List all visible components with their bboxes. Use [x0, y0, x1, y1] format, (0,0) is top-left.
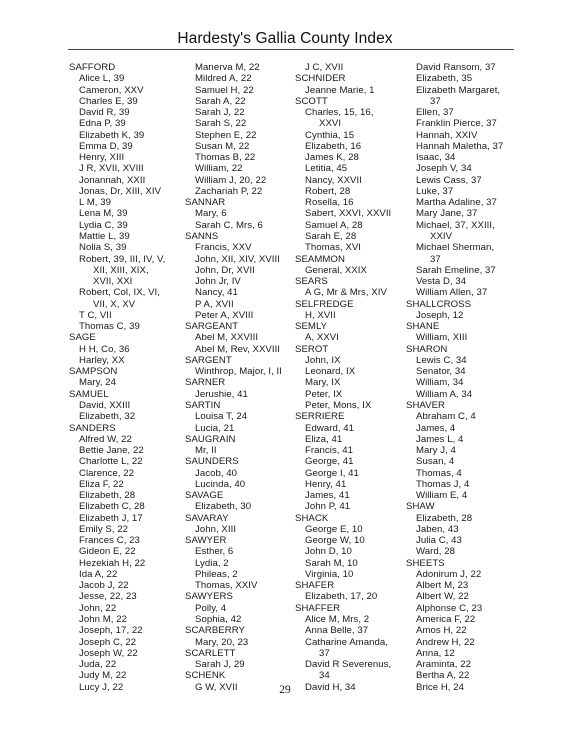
index-entry: James L, 4 [416, 433, 464, 445]
index-entry: Jonas, Dr, XIII, XIV [79, 185, 162, 197]
index-entry: Elizabeth, 35 [416, 73, 473, 85]
index-entry: Cameron, XXV [79, 84, 144, 96]
page-number: 29 [279, 684, 291, 696]
index-entry-continuation: 37 [430, 95, 441, 107]
index-entry: Michael, 37, XXIII, [416, 219, 495, 231]
index-entry: Hannah Maletha, 37 [416, 140, 504, 152]
index-surname-heading: SANNS [185, 230, 219, 242]
index-surname-heading: SHACK [295, 512, 329, 524]
index-entry: Lydia, 2 [195, 557, 229, 569]
index-entry: William Allen, 37 [416, 287, 488, 299]
index-entry: Stephen E, 22 [195, 129, 257, 141]
index-entry: Emily S, 22 [79, 523, 129, 535]
index-surname-heading: SAFFORD [69, 62, 116, 73]
index-entry: Luke, 37 [416, 185, 454, 197]
index-entry: Esther, 6 [195, 546, 234, 558]
index-entry: Araminta, 22 [416, 659, 471, 671]
index-entry: Thomas, 4 [416, 467, 462, 479]
index-surname-heading: SCHENK [185, 670, 226, 682]
index-surname-heading: SAMPSON [69, 366, 118, 378]
index-entry: Michael Sherman, [416, 242, 495, 254]
index-entry: Mr, II [195, 445, 217, 457]
index-entry-continuation: XXIV [430, 230, 453, 242]
index-entry: Susan, 4 [416, 456, 455, 468]
index-entry: Francis, 41 [305, 445, 354, 457]
index-entry: Jerushie, 41 [195, 388, 248, 400]
index-entry: Alice M, Mrs, 2 [305, 614, 370, 626]
index-entry: P A, XVII [195, 298, 234, 310]
index-surname-heading: SHAFER [295, 580, 335, 592]
index-entry: Robert, 39, III, IV, V, [79, 253, 166, 265]
index-entry: Nancy, XXVII [305, 174, 362, 186]
index-entry: Albert W, 22 [416, 591, 469, 603]
index-entry: Adonirum J, 22 [416, 568, 482, 580]
index-entry: Andrew H, 22 [416, 636, 475, 648]
index-entry: Lucia, 21 [195, 422, 235, 434]
index-entry: Sophia, 42 [195, 614, 242, 626]
index-entry: A, XXVI [305, 332, 339, 344]
index-entry: G W, XVII [195, 681, 238, 693]
index-entry: Lena M, 39 [79, 208, 128, 220]
index-surname-heading: SAUNDERS [185, 456, 239, 468]
index-entry: Winthrop, Major, I, II [195, 366, 282, 378]
index-entry: Vesta D, 34 [416, 276, 467, 288]
index-surname-heading: SEARS [295, 276, 328, 288]
index-entry: Charlotte L, 22 [79, 456, 143, 468]
index-entry: Jesse, 22, 23 [79, 591, 137, 603]
index-entry: Alfred W, 22 [79, 433, 132, 445]
index-surname-heading: SAVARAY [185, 512, 229, 524]
index-entry: John, XII, XIV, XVIII [195, 253, 280, 265]
index-entry: James K, 28 [305, 152, 359, 164]
index-entry: Sarah E, 28 [305, 230, 357, 242]
index-entry: Charles E, 39 [79, 95, 138, 107]
index-entry: William A, 34 [416, 388, 473, 400]
index-entry: George W, 10 [305, 535, 365, 547]
index-entry: John M, 22 [79, 614, 127, 626]
index-entry: David H, 34 [305, 681, 356, 693]
index-entry: Joseph, 12 [416, 309, 464, 321]
index-entry: Anna, 12 [416, 647, 455, 659]
index-entry: Joseph W, 22 [79, 647, 138, 659]
index-entry: Sarah J, 29 [195, 659, 245, 671]
index-entry: Leonard, IX [305, 366, 356, 378]
index-entry: Emma D, 39 [79, 140, 133, 152]
index-surname-heading: SEROT [295, 343, 329, 355]
index-surname-heading: SCOTT [295, 95, 328, 107]
index-entry: John, 22 [79, 602, 117, 614]
index-entry: Thomas, XXIV [195, 580, 258, 592]
index-surname-heading: SARGEANT [185, 321, 239, 333]
index-entry-continuation: XII, XIII, XIX, [93, 264, 149, 276]
index-column-1 [69, 62, 165, 693]
index-surname-heading: SAWYERS [185, 591, 233, 603]
index-entry: Lewis C, 34 [416, 354, 467, 366]
index-entry: William J, 20, 22 [195, 174, 267, 186]
index-entry: Sarah S, 22 [195, 118, 247, 130]
index-entry: Jaben, 43 [416, 523, 459, 535]
index-surname-heading: SAUGRAIN [185, 433, 236, 445]
index-surname-heading: SARNER [185, 377, 226, 389]
index-entry: George, 41 [305, 456, 354, 468]
index-entry: Henry, 41 [305, 478, 347, 490]
index-entry: John P, 41 [305, 501, 351, 513]
index-entry: Lewis Cass, 37 [416, 174, 482, 186]
index-entry: Jacob J, 22 [79, 580, 129, 592]
index-surname-heading: SCHNIDER [295, 73, 346, 85]
index-surname-heading: SHALLCROSS [406, 298, 472, 310]
index-entry: Gideon E, 22 [79, 546, 136, 558]
index-entry: Amos H, 22 [416, 625, 467, 637]
index-entry: Senator, 34 [416, 366, 466, 378]
index-entry: Eliza, 41 [305, 433, 343, 445]
index-entry: Rosella, 16 [305, 197, 354, 209]
index-entry: Abel M, XXVIII [195, 332, 259, 344]
index-entry: A G, Mr & Mrs, XIV [305, 287, 387, 299]
index-surname-heading: SAVAGE [185, 490, 224, 502]
index-entry: Joseph V, 34 [416, 163, 472, 175]
index-entry: Francis, XXV [195, 242, 252, 254]
index-entry: H H, Co, 36 [79, 343, 130, 355]
index-entry: Elizabeth K, 39 [79, 129, 145, 141]
index-surname-heading: SCARBERRY [185, 625, 245, 637]
index-entry: William, 22 [195, 163, 243, 175]
index-entry: Julia C, 43 [416, 535, 462, 547]
index-entry: Catharine Amanda, [305, 636, 388, 648]
index-entry: David Ransom, 37 [416, 62, 496, 73]
index-entry: Alphonse C, 23 [416, 602, 483, 614]
index-entry: Mattie L, 39 [79, 230, 130, 242]
index-entry-continuation: VII, X, XV [93, 298, 136, 310]
index-entry: Edna P, 39 [79, 118, 126, 130]
index-entry: Bettie Jane, 22 [79, 445, 144, 457]
index-entry: Elizabeth, 17, 20 [305, 591, 378, 603]
index-entry: Elizabeth, 32 [79, 411, 136, 423]
index-entry: Polly, 4 [195, 602, 227, 614]
index-surname-heading: SEMLY [295, 321, 328, 333]
index-entry: Henry, XIII [79, 152, 125, 164]
index-entry: John D, 10 [305, 546, 352, 558]
index-entry: Mary, 24 [79, 377, 117, 389]
index-surname-heading: SERRIERE [295, 411, 345, 423]
index-entry: Frances C, 23 [79, 535, 140, 547]
index-entry: Zachariah P, 22 [195, 185, 263, 197]
index-entry: Mary, 20, 23 [195, 636, 249, 648]
index-entry: T C, VII [79, 309, 112, 321]
index-entry: Edward, 41 [305, 422, 355, 434]
index-entry: Hannah, XXIV [416, 129, 478, 141]
index-entry: Samuel H, 22 [195, 84, 254, 96]
index-surname-heading: SCARLETT [185, 647, 236, 659]
index-entry: Nancy, 41 [195, 287, 238, 299]
index-entry: Abraham C, 4 [416, 411, 476, 423]
index-entry: Clarence, 22 [79, 467, 134, 479]
index-entry: Juda, 22 [79, 659, 117, 671]
index-entry: Brice H, 24 [416, 681, 465, 693]
index-entry: Martha Adaline, 37 [416, 197, 497, 209]
index-entry-continuation: XXVI [319, 118, 342, 130]
index-entry-continuation: 37 [430, 253, 441, 265]
index-entry: Thomas, XVI [305, 242, 361, 254]
index-entry: Elizabeth C, 28 [79, 501, 145, 513]
index-entry: Ida A, 22 [79, 568, 118, 580]
index-entry: Lucy J, 22 [79, 681, 124, 693]
index-entry: Albert M, 23 [416, 580, 469, 592]
index-entry: Cynthia, 15 [305, 129, 355, 141]
index-entry: Lydia C, 39 [79, 219, 128, 231]
index-entry: William, 34 [416, 377, 464, 389]
index-entry: Virginia, 10 [305, 568, 354, 580]
index-entry: James, 41 [305, 490, 350, 502]
index-surname-heading: SAMUEL [69, 388, 109, 400]
index-entry: Eliza F, 22 [79, 478, 124, 490]
index-entry: Sarah C, Mrs, 6 [195, 219, 263, 231]
index-entry: Letitia, 45 [305, 163, 348, 175]
index-entry: Judy M, 22 [79, 670, 127, 682]
index-entry: J C, XVII [305, 62, 344, 73]
index-entry: Ward, 28 [416, 546, 455, 558]
index-entry: General, XXIX [305, 264, 367, 276]
index-surname-heading: SEAMMON [295, 253, 345, 265]
index-entry: Manerva M, 22 [195, 62, 260, 73]
index-surname-heading: SHANE [406, 321, 440, 333]
index-entry: James, 4 [416, 422, 456, 434]
index-entry: Joseph, 17, 22 [79, 625, 143, 637]
index-entry: Alice L, 39 [79, 73, 125, 85]
page-title: Hardesty's Gallia County Index [177, 30, 393, 47]
index-entry: David, XXIII [79, 399, 131, 411]
index-entry: Thomas C, 39 [79, 321, 140, 333]
index-surname-heading: SANNAR [185, 197, 226, 209]
index-entry: Elizabeth, 16 [305, 140, 362, 152]
index-entry: Harley, XX [79, 354, 125, 366]
index-surname-heading: SELFREDGE [295, 298, 354, 310]
index-entry: Isaac, 34 [416, 152, 456, 164]
index-surname-heading: SANDERS [69, 422, 116, 434]
index-surname-heading: SHAVER [406, 399, 446, 411]
index-entry: America F, 22 [416, 614, 476, 626]
index-entry: Sarah Emeline, 37 [416, 264, 496, 276]
index-entry: Peter A, XVIII [195, 309, 254, 321]
index-entry: Sabert, XXVI, XXVII [305, 208, 392, 220]
index-surname-heading: SHARON [406, 343, 448, 355]
index-entry: Abel M, Rev, XXVIII [195, 343, 281, 355]
index-surname-heading: SARGENT [185, 354, 232, 366]
index-entry: H, XVII [305, 309, 336, 321]
index-entry: Jonannah, XXII [79, 174, 146, 186]
index-entry: George I, 41 [305, 467, 359, 479]
index-entry: Elizabeth, 28 [79, 490, 136, 502]
index-surname-heading: SAGE [69, 332, 96, 344]
index-entry: Mary, 6 [195, 208, 227, 220]
index-entry: Jeanne Marie, 1 [305, 84, 375, 96]
index-entry: Anna Belle, 37 [305, 625, 369, 637]
index-entry: David R, 39 [79, 107, 130, 119]
index-entry: Phileas, 2 [195, 568, 238, 580]
index-entry: Nolia S, 39 [79, 242, 127, 254]
index-entry: L M, 39 [79, 197, 111, 209]
index-column-4 [406, 62, 503, 693]
index-surname-heading: SHAFFER [295, 602, 341, 614]
index-entry: Jacob, 40 [195, 467, 238, 479]
index-entry: John, Dr, XVII [195, 264, 255, 276]
index-surname-heading: SAWYER [185, 535, 227, 547]
index-entry: Charles, 15, 16, [305, 107, 374, 119]
index-entry: Ellen, 37 [416, 107, 454, 119]
index-entry: Peter, Mons, IX [305, 399, 372, 411]
index-column-3 [295, 62, 391, 693]
index-entry: Elizabeth, 30 [195, 501, 252, 513]
index-entry-continuation: 37 [319, 647, 330, 659]
index-entry: Joseph C, 22 [79, 636, 137, 648]
index-entry: Samuel A, 28 [305, 219, 363, 231]
index-surname-heading: SHEETS [406, 557, 445, 569]
index-entry: John Jr, IV [195, 276, 241, 288]
index-entry: Thomas B, 22 [195, 152, 256, 164]
index-entry: Louisa T, 24 [195, 411, 248, 423]
index-entry: Mary, IX [305, 377, 341, 389]
index-entry: Bertha A, 22 [416, 670, 470, 682]
index-entry: Sarah A, 22 [195, 95, 246, 107]
index-entry: Mary Jane, 37 [416, 208, 478, 220]
index-entry: Hezekiah H, 22 [79, 557, 146, 569]
index-entry: Lucinda, 40 [195, 478, 246, 490]
index-entry: David R Severenus, [305, 659, 392, 671]
index-entry: John, XIII [195, 523, 237, 535]
index-entry: Robert, 28 [305, 185, 351, 197]
index-entry: John, IX [305, 354, 341, 366]
index-entry: Elizabeth Margaret, [416, 84, 501, 96]
index-entry-continuation: XVII, XXI [93, 276, 133, 288]
index-column-2 [185, 62, 282, 693]
index-entry: William E, 4 [416, 490, 468, 502]
index-entry: Susan M, 22 [195, 140, 250, 152]
index-entry: Franklin Pierce, 37 [416, 118, 497, 130]
index-entry: Thomas J, 4 [416, 478, 470, 490]
index-entry: Peter, IX [305, 388, 343, 400]
index-entry: Sarah M, 10 [305, 557, 358, 569]
index-entry: Sarah J, 22 [195, 107, 245, 119]
index-entry: J R, XVII, XVIII [79, 163, 144, 175]
index-surname-heading: SARTIN [185, 399, 221, 411]
index-entry: Robert, Col, IX, VI, [79, 287, 160, 299]
index-entry: Elizabeth, 28 [416, 512, 473, 524]
index-entry: George E, 10 [305, 523, 363, 535]
index-entry-continuation: 34 [319, 670, 330, 682]
title-rule [68, 49, 514, 50]
index-entry: William, XIII [416, 332, 468, 344]
index-entry: Elizabeth J, 17 [79, 512, 143, 524]
index-entry: Mildred A, 22 [195, 73, 252, 85]
index-surname-heading: SHAW [406, 501, 435, 513]
index-entry: Mary J, 4 [416, 445, 456, 457]
